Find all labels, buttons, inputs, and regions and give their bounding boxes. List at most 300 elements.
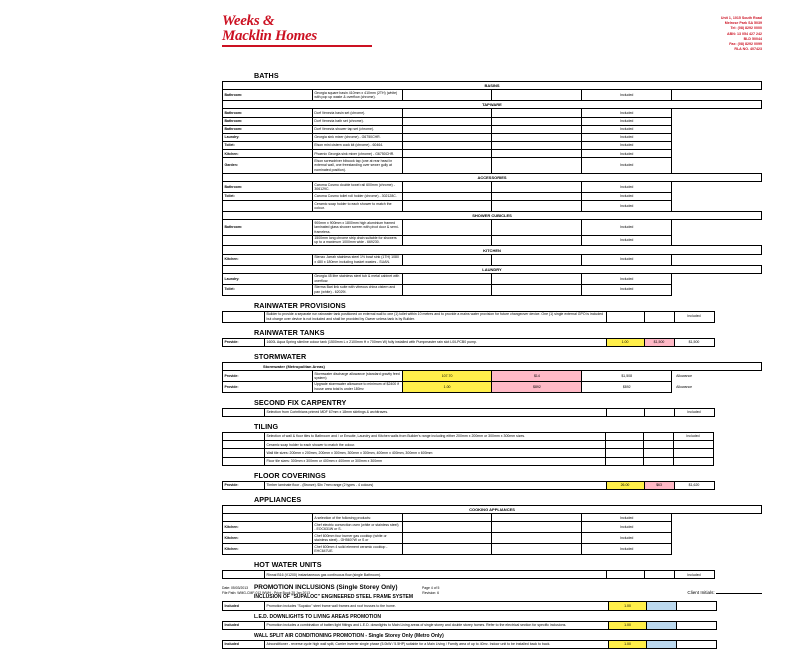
row-description: Dorf Venezia basin set (chrome). <box>312 109 402 117</box>
row-label: Toilet: <box>223 192 313 200</box>
row-amount: Included <box>582 220 672 235</box>
table-row <box>223 457 762 465</box>
row-amount: $1,500 <box>674 338 714 346</box>
band-header-label: TAPWARE <box>223 101 762 109</box>
row-note <box>672 235 762 246</box>
row-note <box>713 433 762 441</box>
logo-line-1: Weeks & <box>222 13 275 29</box>
table-row <box>223 370 762 381</box>
row-rate: $1,500 <box>644 338 674 346</box>
row-qty <box>402 220 492 235</box>
row-note <box>672 544 762 555</box>
row-amount: $892 <box>582 381 672 392</box>
row-note <box>672 90 762 101</box>
row-rate: $892 <box>492 381 582 392</box>
row-note <box>672 142 762 150</box>
row-note <box>714 311 762 322</box>
row-note <box>672 201 762 212</box>
row-note <box>672 522 762 533</box>
row-description: Wall tile sizes: 200mm x 200mm, 200mm x 300mm, 300mm x 300mm, 400mm x 400mm, 300mm x 600mm <box>265 449 606 457</box>
row-amount: Included <box>582 514 672 522</box>
logo-rule <box>222 45 372 47</box>
section-table <box>222 481 762 490</box>
row-qty <box>606 311 644 322</box>
row-label: Included <box>223 621 265 629</box>
row-description: Georgia sink mixer (chrome) - G6750CHR. <box>312 133 402 141</box>
row-note <box>672 220 762 235</box>
table-row <box>223 220 762 235</box>
company-info-2: Tel: (08) 8292 0000 <box>730 26 762 31</box>
row-amount: Included <box>582 192 672 200</box>
company-info-0: Unit 1, 1015 South Road <box>720 16 762 20</box>
row-rate <box>492 220 582 235</box>
row-note <box>717 602 763 610</box>
table-row <box>223 514 762 522</box>
table-row <box>223 109 762 117</box>
row-qty <box>402 544 492 555</box>
row-note <box>714 481 762 489</box>
row-label: Kitchen: <box>223 533 313 544</box>
band-header-row <box>223 362 762 370</box>
table-row <box>223 117 762 125</box>
row-description: Chef electric convection oven (white or stainless steel) - EOC631W or S. <box>312 522 402 533</box>
row-amount: Included <box>673 433 713 441</box>
row-note <box>672 125 762 133</box>
row-amount: Included <box>582 284 672 295</box>
table-row <box>223 273 762 284</box>
section-table <box>222 570 762 579</box>
table-row <box>223 408 763 416</box>
promotion-heading: L.E.D. DOWNLIGHTS TO LIVING AREAS PROMOTION <box>254 613 381 620</box>
row-rate <box>492 181 582 192</box>
table-row <box>223 602 763 610</box>
row-amount: $1,620 <box>674 481 714 489</box>
row-amount: Included <box>582 133 672 141</box>
row-note <box>672 150 762 158</box>
row-amount: Included <box>582 109 672 117</box>
row-qty <box>402 109 492 117</box>
row-label: Bathroom: <box>223 181 313 192</box>
promotion-table <box>222 640 762 649</box>
row-amount <box>673 457 713 465</box>
table-row <box>223 449 762 457</box>
row-qty <box>402 284 492 295</box>
table-row <box>223 142 762 150</box>
row-note <box>717 621 763 629</box>
row-qty <box>402 142 492 150</box>
promotion-table <box>222 621 762 630</box>
table-row <box>223 533 762 544</box>
row-label <box>223 311 265 322</box>
row-rate <box>492 117 582 125</box>
footer-filepath: File Path: WMG-CMF-012 WWH - Price Book 25 Jan 2013 <box>222 591 310 596</box>
band-header-row <box>223 265 762 273</box>
band-header-row <box>223 101 762 109</box>
band-header-label: Stormwater (Metropolitan Areas) <box>223 362 762 370</box>
promotions-title: PROMOTION INCLUSIONS (Single Storey Only) <box>254 584 398 592</box>
row-qty: 1.00 <box>609 621 647 629</box>
footer-revision: Revision: 6 <box>422 591 440 596</box>
band-header-label: LAUNDRY <box>223 265 762 273</box>
row-rate <box>492 192 582 200</box>
row-qty <box>402 158 492 173</box>
table-row <box>223 254 762 265</box>
company-info-4: BLD 50044 <box>743 36 762 41</box>
row-description: 900mm x 900mm x 1800mm high aluminium framed laminated glass shower screen with pivot door & semi-frameless. <box>312 220 402 235</box>
section-table <box>222 432 762 466</box>
section-table <box>222 408 762 417</box>
row-amount: Included <box>582 158 672 173</box>
section-title: STORMWATER <box>254 351 307 361</box>
row-qty <box>402 254 492 265</box>
row-rate <box>492 125 582 133</box>
footer-page: Page 4 of 5 <box>422 586 440 590</box>
row-description: Elson screwdriver bibcock tap (one at rear head in external wall, one freestanding over sewer gully at nominated position). <box>312 158 402 173</box>
document-header <box>222 14 762 58</box>
row-qty <box>402 514 492 522</box>
row-note <box>672 514 762 522</box>
section-title: HOT WATER UNITS <box>254 560 322 570</box>
table-row <box>223 158 762 173</box>
row-label: Kitchen: <box>223 522 313 533</box>
row-note <box>672 273 762 284</box>
row-qty <box>402 522 492 533</box>
section-title: BATHS <box>254 71 279 80</box>
row-amount: Included <box>582 273 672 284</box>
row-rate <box>492 514 582 522</box>
row-rate <box>492 133 582 141</box>
row-amount: Included <box>582 90 672 101</box>
table-row <box>223 90 762 101</box>
promotion-heading: WALL SPLIT AIR CONDITIONING PROMOTION - Single Storey Only (Metro Only) <box>254 632 444 639</box>
row-description: Upgrade stormwater allowance to minimum of $2400 if house area total is under 180m² <box>312 381 402 392</box>
row-qty <box>402 235 492 246</box>
row-qty <box>605 441 643 449</box>
table-row <box>223 125 762 133</box>
row-rate <box>492 544 582 555</box>
row-rate <box>492 522 582 533</box>
client-initials <box>687 590 762 595</box>
row-note <box>672 158 762 173</box>
company-logo <box>222 14 382 50</box>
row-qty <box>606 408 644 416</box>
row-label: Toilet: <box>223 284 313 295</box>
row-description: Dorf Venezia shower tap set (chrome). <box>312 125 402 133</box>
row-rate <box>647 602 677 610</box>
row-amount: Included <box>674 311 714 322</box>
row-label: Bathroom: <box>223 220 313 235</box>
row-amount: Included <box>582 142 672 150</box>
row-note <box>713 457 762 465</box>
row-rate <box>492 109 582 117</box>
client-initials-field[interactable] <box>716 593 762 594</box>
row-label: Provide: <box>223 381 313 392</box>
row-label: Bathroom: <box>223 109 313 117</box>
row-qty <box>605 449 643 457</box>
section-table <box>222 505 762 555</box>
row-description: Phoenix Georgia sink mixer (chrome) - G6750CHR. <box>312 150 402 158</box>
row-rate <box>647 640 677 648</box>
section-table <box>222 362 762 393</box>
promotion-heading: INCLUSION OF "SUPALOC" ENGINEERED STEEL FRAME SYSTEM <box>254 594 414 601</box>
row-amount: Included <box>582 522 672 533</box>
row-description: Stormwater discharge allowance (standard gravity feed system) <box>312 370 402 381</box>
table-row <box>223 621 763 629</box>
row-qty <box>605 433 643 441</box>
band-header-label: COOKING APPLIANCES <box>223 505 762 513</box>
row-amount <box>673 449 713 457</box>
row-label: Kitchen: <box>223 544 313 555</box>
row-description: Stenzo Jarrah stainless steel 1½ bowl sink (1TH) 1080 x 480 x 180mm including basket wastes - SUAN. <box>312 254 402 265</box>
row-qty <box>402 533 492 544</box>
row-label: Bathroom: <box>223 90 313 101</box>
row-label: Kitchen: <box>223 150 313 158</box>
row-label <box>223 441 265 449</box>
band-header-label: ACCESSORIES <box>223 173 762 181</box>
row-rate <box>492 158 582 173</box>
table-row <box>223 640 763 648</box>
row-amount: Included <box>582 533 672 544</box>
row-label <box>223 514 313 522</box>
row-rate <box>647 621 677 629</box>
row-rate <box>492 235 582 246</box>
row-amount: Included <box>582 117 672 125</box>
row-qty <box>402 192 492 200</box>
logo-line-2: Macklin Homes <box>222 28 317 44</box>
row-note <box>672 284 762 295</box>
row-description: Selection of wall & floor tiles to Bathroom and / or Ensuite, Laundry and Kitchen walls from Builder's range including either 200mm x 200mm or 300mm x 300mm sizes. <box>265 433 606 441</box>
row-rate <box>492 150 582 158</box>
row-rate: $14 <box>492 370 582 381</box>
row-label <box>223 449 265 457</box>
table-row <box>223 571 763 579</box>
row-description: Ceramic soap holder to each shower to match the colour. <box>265 441 606 449</box>
row-rate <box>492 284 582 295</box>
table-row <box>223 235 762 246</box>
row-description: Georgia 45 litre stainless steel tub & metal cabinet with overflow. <box>312 273 402 284</box>
row-note <box>672 117 762 125</box>
row-qty <box>606 571 644 579</box>
company-contact-info <box>721 16 762 52</box>
table-row <box>223 481 763 489</box>
row-qty: 107.70 <box>402 370 492 381</box>
row-label: Included <box>223 640 265 648</box>
row-label <box>223 201 313 212</box>
row-qty <box>402 125 492 133</box>
row-description: Dorf Venezia bath set (chrome). <box>312 117 402 125</box>
table-row <box>223 311 763 322</box>
row-amount: Included <box>674 408 714 416</box>
document-body <box>222 66 762 649</box>
row-amount: Included <box>582 150 672 158</box>
row-note <box>714 571 762 579</box>
row-amount: Included <box>582 181 672 192</box>
row-description: Sterma Bari link suite with vitreous china cistern and pan (white) - 62029I. <box>312 284 402 295</box>
row-rate <box>644 311 674 322</box>
row-description: Promotion includes a combination of batten light fittings and L.E.D. downlights to Main Living areas of single storey and double storey homes. Refer to the electrical section for specific inclusions. <box>265 621 609 629</box>
row-description: Builder to provide a separate run rainwater tank positioned on external wall to one (1) toilet within 10 metres and to provide a mains water provision for future changeover device. One (1) single external GPO is included but charge over device is not included and shall be provided by Owner unless tank is by Builder. <box>265 311 607 322</box>
row-label <box>223 457 265 465</box>
row-note <box>672 254 762 265</box>
row-qty <box>605 457 643 465</box>
footer-date: Date: 05/03/2013 <box>222 586 249 590</box>
client-initials-label: Client Initials: <box>687 590 715 595</box>
row-rate <box>644 571 674 579</box>
band-header-row <box>223 246 762 254</box>
row-note <box>713 441 762 449</box>
row-amount: Included <box>582 201 672 212</box>
table-row <box>223 133 762 141</box>
row-description: Floor tile sizes: 300mm x 300mm or 400mm x 400mm or 300mm x 300mm <box>265 457 606 465</box>
row-label: Garden: <box>223 158 313 173</box>
section-table <box>222 311 762 323</box>
table-row <box>223 284 762 295</box>
row-qty: 26.00 <box>606 481 644 489</box>
section-title: RAINWATER PROVISIONS <box>254 300 346 310</box>
row-description: Chef 600mm 4 solid element ceramic cooktop - EHC647UE. <box>312 544 402 555</box>
row-qty: 1.00 <box>609 602 647 610</box>
row-label: Provide: <box>223 481 265 489</box>
row-label <box>223 408 265 416</box>
row-description: Georgia square basin 410mm x 410mm (2TH) (white) with pop up waste & overflow (chrome). <box>312 90 402 101</box>
row-rate <box>492 90 582 101</box>
row-amount: Included <box>582 544 672 555</box>
row-rate: $63 <box>644 481 674 489</box>
row-label: Included <box>223 602 265 610</box>
row-note <box>672 181 762 192</box>
row-amount <box>677 640 717 648</box>
row-amount: Included <box>674 571 714 579</box>
row-qty: 1.00 <box>402 381 492 392</box>
band-header-row <box>223 173 762 181</box>
row-amount <box>673 441 713 449</box>
row-qty <box>402 201 492 212</box>
company-info-6: RLA NO. 407423 <box>734 47 762 52</box>
row-label: Bathroom: <box>223 117 313 125</box>
row-note <box>672 533 762 544</box>
band-header-label: KITCHEN <box>223 246 762 254</box>
table-row <box>223 150 762 158</box>
row-label: Bathroom: <box>223 125 313 133</box>
table-row <box>223 181 762 192</box>
row-description: Airconditioner - reverse cycle high wall split, Carrier inverter single phase (5.0kW / 5.5HP) suitable for a Main Living / Family area of up to 40m². Indoor unit to be installed back to back. <box>265 640 609 648</box>
row-qty <box>402 133 492 141</box>
section-title: RAINWATER TANKS <box>254 327 325 337</box>
row-label: Laundry: <box>223 273 313 284</box>
band-header-row <box>223 82 762 90</box>
row-description: Chef 600mm four burner gas cooktop (white or stainless steel) - GH560?W or S or <box>312 533 402 544</box>
row-rate <box>644 408 674 416</box>
section-title: TILING <box>254 422 279 431</box>
row-rate <box>643 441 673 449</box>
row-description: 1600L Aqua Spring slimline colour tank (1500mm L x 2100mm H x 700mm W) fully installed with Pumpmaster rain slot L0/LPCB0 pump. <box>265 338 607 346</box>
section-title: SECOND FIX CARPENTRY <box>254 397 347 407</box>
row-rate <box>492 254 582 265</box>
row-amount <box>677 621 717 629</box>
row-note: Allowance <box>676 373 693 378</box>
row-description: A selection of the following products: <box>312 514 402 522</box>
row-description: Elson mini cistern cock kit (chrome) - 60464. <box>312 142 402 150</box>
section-table <box>222 81 762 296</box>
row-amount: $1,508 <box>582 370 672 381</box>
row-rate <box>492 533 582 544</box>
row-description: Ceramic soap holder to each shower to match the colour. <box>312 201 402 212</box>
row-label <box>223 571 265 579</box>
band-header-row <box>223 212 762 220</box>
row-rate <box>492 273 582 284</box>
row-description: Caroma Cosmo toilet roll holder (chrome) - 302128C. <box>312 192 402 200</box>
row-qty: 1.00 <box>606 338 644 346</box>
section-title: APPLIANCES <box>254 494 302 504</box>
company-info-3: ABN: 13 054 427 242 <box>727 31 762 36</box>
table-row <box>223 201 762 212</box>
row-qty <box>402 273 492 284</box>
row-description: Caroma Cosmo double towel rail 600mm (chrome) - 306129C. <box>312 181 402 192</box>
band-header-label: BASINS <box>223 82 762 90</box>
row-rate <box>643 433 673 441</box>
row-amount: Included <box>582 235 672 246</box>
promotion-table <box>222 601 762 610</box>
row-rate <box>643 457 673 465</box>
row-amount: Included <box>582 125 672 133</box>
band-header-row <box>223 505 762 513</box>
table-row <box>223 338 763 346</box>
row-qty <box>402 117 492 125</box>
section-table <box>222 338 762 347</box>
table-row <box>223 544 762 555</box>
row-label: Toilet: <box>223 142 313 150</box>
company-info-5: Fax: (08) 8292 0099 <box>729 42 762 47</box>
table-row <box>223 192 762 200</box>
row-description: Promotion includes "Supaloc" steel frame wall frames and roof trusses to the home. <box>265 602 609 610</box>
row-label: Provide: <box>223 338 265 346</box>
row-note <box>714 408 762 416</box>
band-header-label: SHOWER CUBICLES <box>223 212 762 220</box>
row-note: Allowance <box>676 384 693 389</box>
table-row <box>223 441 762 449</box>
row-rate <box>492 142 582 150</box>
row-description: Rinnai B16 (V1200) instantaneous gas continuous flow (single Bathroom). <box>265 571 607 579</box>
row-note <box>672 192 762 200</box>
footer-middle <box>422 586 439 596</box>
row-qty <box>402 181 492 192</box>
table-row <box>223 522 762 533</box>
row-rate <box>492 201 582 212</box>
row-label: Laundry: <box>223 133 313 141</box>
row-qty <box>402 150 492 158</box>
row-label: Kitchen: <box>223 254 313 265</box>
footer-left <box>222 586 310 596</box>
row-label <box>223 235 313 246</box>
row-label <box>223 433 265 441</box>
row-description: Selection from Corinthians primed MDF 67mm x 18mm skirtings & architraves. <box>265 408 607 416</box>
company-info-1: Melrose Park SA 5039 <box>724 21 762 26</box>
row-qty: 1.00 <box>609 640 647 648</box>
row-label: Provide: <box>223 370 313 381</box>
row-note <box>717 640 763 648</box>
row-note <box>672 109 762 117</box>
row-description: 1500mm long chrome strip drain suitable for showers up to a maximum 1000mm wide - 669230. <box>312 235 402 246</box>
section-title: FLOOR COVERINGS <box>254 470 326 480</box>
row-note <box>672 133 762 141</box>
row-description: Timber laminate floor - (Bronze) /Dix 7mm range (2 types - 4 colours) <box>265 481 607 489</box>
row-rate <box>643 449 673 457</box>
row-note <box>714 338 762 346</box>
table-row <box>223 433 762 441</box>
row-amount: Included <box>582 254 672 265</box>
row-note <box>713 449 762 457</box>
row-amount <box>677 602 717 610</box>
